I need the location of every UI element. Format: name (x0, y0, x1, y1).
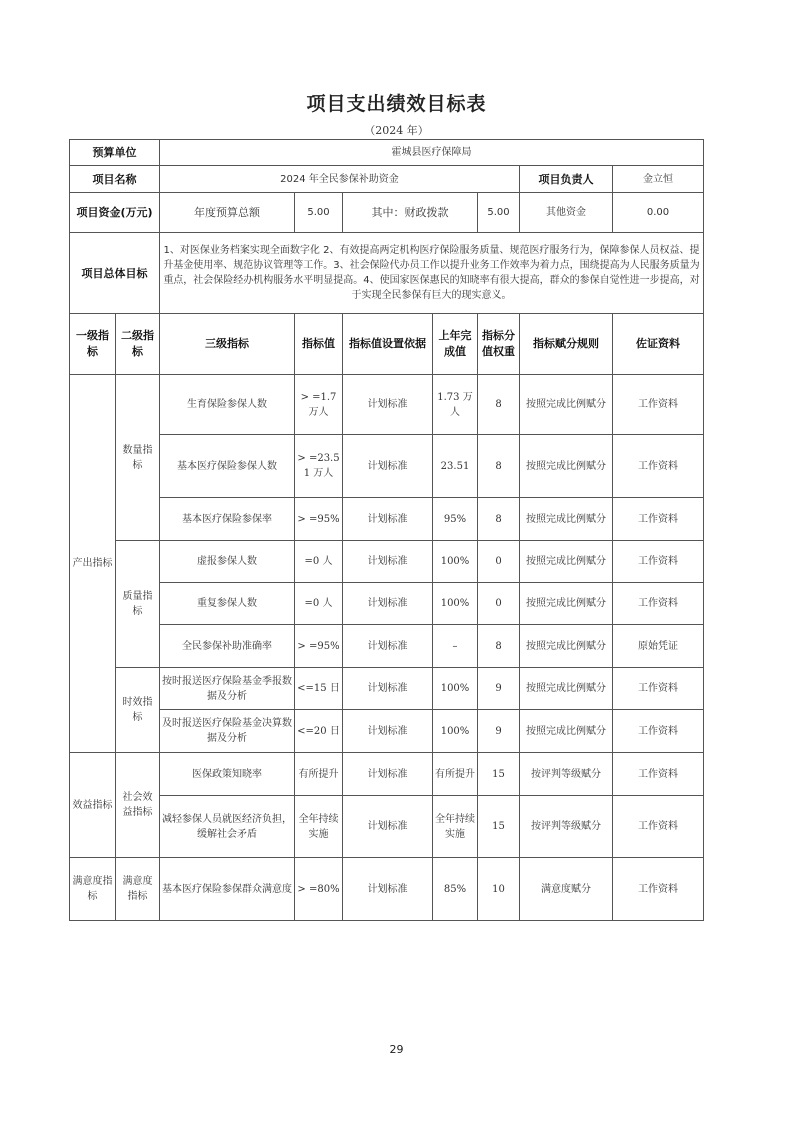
header-rule: 指标赋分规则 (520, 314, 613, 375)
indicator-evidence: 工作资料 (613, 858, 704, 921)
indicator-basis: 计划标准 (343, 710, 433, 753)
indicator-basis: 计划标准 (343, 668, 433, 710)
group-timeliness: 时效指标 (116, 668, 160, 753)
group-social: 社会效益指标 (116, 753, 160, 858)
table-row (70, 710, 704, 753)
indicator-value: <=20 日 (295, 710, 343, 753)
indicator-rule: 按照完成比例赋分 (520, 668, 613, 710)
indicator-weight: 9 (478, 710, 520, 753)
indicator-evidence: 工作资料 (613, 541, 704, 583)
indicator-value: 全年持续实施 (295, 796, 343, 858)
table-row (70, 375, 704, 435)
table-row (70, 541, 704, 583)
indicator-basis: 计划标准 (343, 858, 433, 921)
indicator-name: 基本医疗保险参保群众满意度 (160, 858, 295, 921)
indicator-name: 基本医疗保险参保率 (160, 498, 295, 541)
indicator-last: 23.51 (433, 435, 478, 498)
indicator-rule: 满意度赋分 (520, 858, 613, 921)
indicator-last: 100% (433, 541, 478, 583)
other-value-cell (520, 193, 613, 233)
indicator-rule: 按照完成比例赋分 (520, 498, 613, 541)
table-row (70, 796, 704, 858)
indicator-last: 100% (433, 710, 478, 753)
indicator-value: =0 人 (295, 541, 343, 583)
indicator-weight: 10 (478, 858, 520, 921)
name-value: 2024 年全民参保补助资金 (160, 166, 520, 193)
table-row (70, 668, 704, 710)
fiscal-label: 其中：财政拨款 (343, 193, 478, 233)
indicator-basis: 计划标准 (343, 625, 433, 668)
indicator-rule: 按照完成比例赋分 (520, 435, 613, 498)
indicator-value: > =23.5 1 万人 (295, 435, 343, 498)
indicator-rule: 按照完成比例赋分 (520, 375, 613, 435)
indicator-basis: 计划标准 (343, 796, 433, 858)
group-output: 产出指标 (70, 375, 116, 753)
table-row (70, 435, 704, 498)
leader-value: 金立恒 (613, 166, 704, 193)
indicator-weight: 0 (478, 583, 520, 625)
funds-row (70, 193, 704, 233)
indicator-weight: 8 (478, 498, 520, 541)
group-benefit: 效益指标 (70, 753, 116, 858)
indicator-weight: 9 (478, 668, 520, 710)
indicator-last: 85% (433, 858, 478, 921)
goal-label: 项目总体目标 (70, 233, 160, 314)
header-evidence: 佐证资料 (613, 314, 704, 375)
group-satisfaction-sub: 满意度指标 (116, 858, 160, 921)
indicator-value: > =95% (295, 625, 343, 668)
indicator-value: =0 人 (295, 583, 343, 625)
indicator-name: 医保政策知晓率 (160, 753, 295, 796)
indicator-basis: 计划标准 (343, 541, 433, 583)
indicator-name: 虚报参保人数 (160, 541, 295, 583)
indicator-evidence: 工作资料 (613, 796, 704, 858)
indicator-rule: 按照完成比例赋分 (520, 710, 613, 753)
header-value: 指标值 (295, 314, 343, 375)
indicator-value: > =80% (295, 858, 343, 921)
page-number: 29 (389, 1043, 404, 1056)
indicator-last: – (433, 625, 478, 668)
indicator-name: 及时报送医疗保险基金决算数据及分析 (160, 710, 295, 753)
goal-text: 1、对医保业务档案实现全面数字化 2、有效提高两定机构医疗保险服务质量、规范医疗服务行为，保障参保人员权益、提升基金使用率、规范协议管理等工作。3、社会保险代办员工作以提升业务工作效率为着力点，围绕提高为人民服务质量为重点，社会保险经办机构服务水平明显提高。4、使国家医保惠民的知晓率有很大提高，群众的参保自觉性进一步提高，对于实现全民参保有巨大的现实意义。 (160, 233, 704, 314)
group-quality: 质量指标 (116, 541, 160, 668)
fiscal-value: 5.00 (478, 193, 520, 233)
table-row (70, 625, 704, 668)
indicator-evidence: 工作资料 (613, 375, 704, 435)
indicator-name: 按时报送医疗保险基金季报数据及分析 (160, 668, 295, 710)
indicator-evidence: 工作资料 (613, 583, 704, 625)
indicator-basis: 计划标准 (343, 583, 433, 625)
indicator-last: 全年持续实施 (433, 796, 478, 858)
table-row (70, 858, 704, 921)
performance-table (69, 139, 704, 921)
goal-row (70, 233, 704, 314)
funds-label: 项目资金(万元) (70, 193, 160, 233)
group-satisfaction: 满意度指标 (70, 858, 116, 921)
indicator-rule: 按评判等级赋分 (520, 753, 613, 796)
name-row (70, 166, 704, 193)
indicator-evidence: 工作资料 (613, 435, 704, 498)
indicator-name: 减轻参保人员就医经济负担，缓解社会矛盾 (160, 796, 295, 858)
indicator-evidence: 工作资料 (613, 498, 704, 541)
indicator-evidence: 工作资料 (613, 668, 704, 710)
indicator-last: 95% (433, 498, 478, 541)
indicator-basis: 计划标准 (343, 753, 433, 796)
indicator-name: 基本医疗保险参保人数 (160, 435, 295, 498)
leader-label: 项目负责人 (520, 166, 613, 193)
indicator-weight: 0 (478, 541, 520, 583)
annual-label: 年度预算总额 (160, 193, 295, 233)
table-row (70, 498, 704, 541)
indicator-weight: 8 (478, 435, 520, 498)
header-level1: 一级指标 (70, 314, 116, 375)
indicator-name: 生育保险参保人数 (160, 375, 295, 435)
year-label: （2024 年） (364, 124, 429, 137)
indicator-value: > =1.7 万人 (295, 375, 343, 435)
indicator-basis: 计划标准 (343, 435, 433, 498)
unit-label: 预算单位 (70, 140, 160, 166)
indicator-evidence: 工作资料 (613, 710, 704, 753)
indicator-name: 全民参保补助准确率 (160, 625, 295, 668)
group-quantity: 数量指标 (116, 375, 160, 541)
indicator-last: 1.73 万人 (433, 375, 478, 435)
other-value: 0.00 (613, 193, 704, 233)
indicator-rule: 按照完成比例赋分 (520, 541, 613, 583)
header-row (70, 314, 704, 375)
indicator-rule: 按评判等级赋分 (520, 796, 613, 858)
header-last-year: 上年完成值 (433, 314, 478, 375)
indicator-last: 有所提升 (433, 753, 478, 796)
indicator-weight: 8 (478, 375, 520, 435)
indicator-weight: 15 (478, 753, 520, 796)
indicator-weight: 8 (478, 625, 520, 668)
name-label: 项目名称 (70, 166, 160, 193)
annual-value: 5.00 (295, 193, 343, 233)
table-row (70, 753, 704, 796)
indicator-basis: 计划标准 (343, 498, 433, 541)
other-label: 其他资金 (546, 207, 586, 218)
page-title: 项目支出绩效目标表 (306, 93, 487, 115)
indicator-value: <=15 日 (295, 668, 343, 710)
unit-row (70, 140, 704, 166)
indicator-value: 有所提升 (295, 753, 343, 796)
header-basis: 指标值设置依据 (343, 314, 433, 375)
indicator-weight: 15 (478, 796, 520, 858)
indicator-last: 100% (433, 583, 478, 625)
indicator-rule: 按照完成比例赋分 (520, 583, 613, 625)
header-level3: 三级指标 (160, 314, 295, 375)
unit-value: 霍城县医疗保障局 (160, 140, 704, 166)
indicator-name: 重复参保人数 (160, 583, 295, 625)
header-level2: 二级指标 (116, 314, 160, 375)
header-weight: 指标分值权重 (478, 314, 520, 375)
indicator-evidence: 原始凭证 (613, 625, 704, 668)
indicator-evidence: 工作资料 (613, 753, 704, 796)
indicator-value: > =95% (295, 498, 343, 541)
indicator-rule: 按照完成比例赋分 (520, 625, 613, 668)
indicator-last: 100% (433, 668, 478, 710)
table-row (70, 583, 704, 625)
indicator-basis: 计划标准 (343, 375, 433, 435)
